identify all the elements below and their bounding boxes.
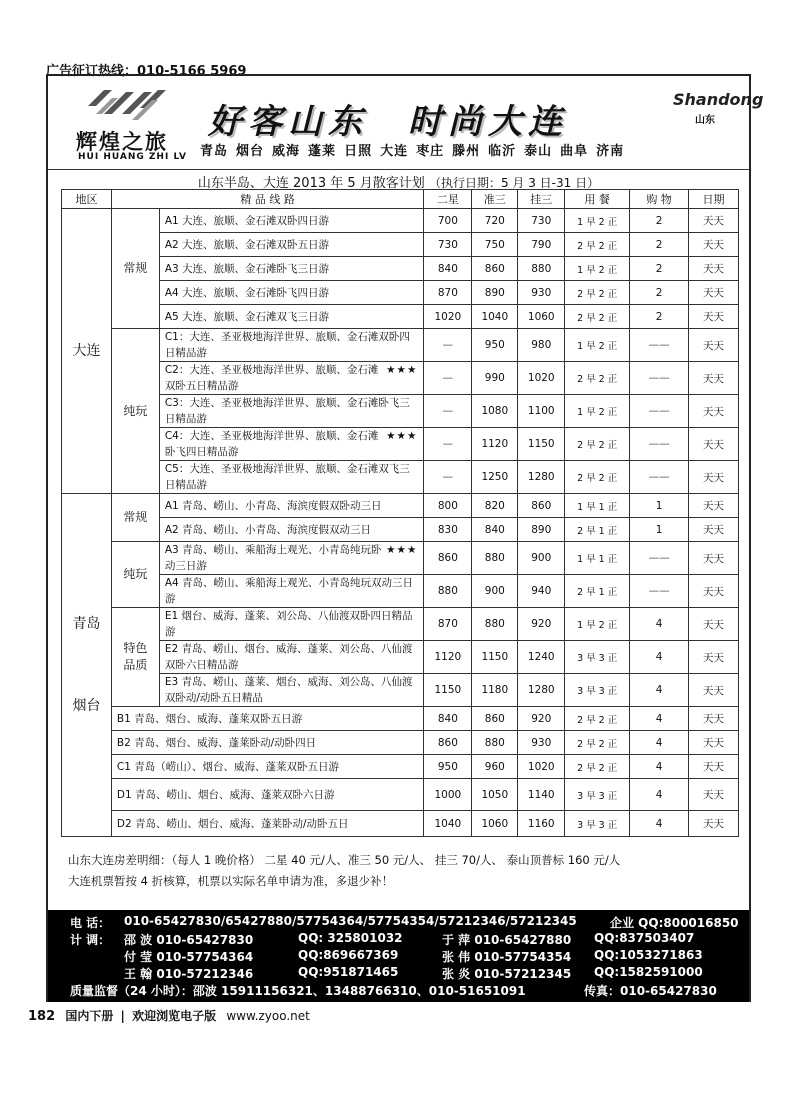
route-cell [159, 575, 424, 608]
table-row [62, 518, 739, 542]
table-row [62, 755, 739, 779]
route-cell: A1 大连、旅顺、金石滩双卧四日游 [159, 209, 424, 233]
shop-cell: 1 [630, 518, 689, 542]
price-2star: — [424, 395, 472, 428]
table-row [62, 362, 739, 395]
route-cell [159, 428, 424, 461]
header [48, 76, 764, 168]
region-yantai: 烟台 [72, 698, 101, 714]
price-quasi3: 890 [472, 281, 518, 305]
table-row [62, 209, 739, 233]
price-2star: 1020 [424, 305, 472, 329]
route-cell: B2 青岛、烟台、威海、蓬莱卧动/动卧四日 [111, 731, 423, 755]
table-row [62, 674, 739, 707]
price-2star: 1040 [424, 811, 472, 837]
route-cell: E1 烟台、威海、蓬莱、刘公岛、八仙渡双卧四日精品游 [159, 608, 424, 641]
price-listed3: 980 [518, 329, 565, 362]
shop-cell: 4 [630, 641, 689, 674]
route-text: C2：大连、圣亚极地海洋世界、旅顺、金石滩双卧五日精品游 [164, 364, 379, 392]
category-pure: 纯玩 [111, 542, 159, 608]
city-item: 日照 [344, 144, 373, 159]
shop-cell: 4 [630, 608, 689, 641]
price-quasi3: 880 [472, 608, 518, 641]
route-cell [159, 395, 424, 428]
city-list [200, 140, 624, 159]
slogan-left: 好客山东 [208, 102, 368, 142]
price-listed3: 900 [518, 542, 565, 575]
route-text: A3 青岛、崂山、乘船海上观光、小青岛纯玩卧动三日游 [164, 544, 382, 572]
shop-cell: —— [630, 542, 689, 575]
price-2star: — [424, 428, 472, 461]
price-2star: 860 [424, 731, 472, 755]
city-item: 济南 [596, 144, 625, 159]
date-cell: 天天 [689, 494, 739, 518]
category-regular: 常规 [111, 494, 159, 542]
city-item: 泰山 [524, 144, 553, 159]
route-cell: A4 大连、旅顺、金石滩卧飞四日游 [159, 281, 424, 305]
price-2star: 730 [424, 233, 472, 257]
planner-name-phone: 付 莹 010-57754364 [124, 950, 254, 964]
col-2star: 二星 [424, 190, 472, 209]
footer-url[interactable]: www.zyoo.net [226, 1009, 310, 1023]
planner-label: 计 调： [70, 933, 111, 947]
star-rating: ★★★ [386, 364, 418, 376]
date-cell: 天天 [689, 329, 739, 362]
route-text: A4 青岛、崂山、乘船海上观光、小青岛纯玩双动三日游 [164, 577, 414, 605]
price-listed3: 1280 [518, 461, 565, 494]
price-listed3: 890 [518, 518, 565, 542]
shandong-logo [673, 90, 764, 134]
meal-cell: 3 早 3 正 [565, 779, 630, 811]
date-cell: 天天 [689, 779, 739, 811]
contact-block [48, 910, 749, 1002]
plan-exec-date: （执行日期：5 月 3 日-31 日） [428, 176, 600, 190]
planner-qq: QQ:1053271863 [594, 948, 703, 962]
plan-title-text: 山东半岛、大连 2013 年 5 月散客计划 [197, 176, 425, 191]
meal-cell: 2 早 2 正 [565, 362, 630, 395]
shop-cell: 4 [630, 811, 689, 837]
route-cell: A3 大连、旅顺、金石滩卧飞三日游 [159, 257, 424, 281]
date-cell: 天天 [689, 428, 739, 461]
shop-cell: 2 [630, 305, 689, 329]
price-listed3: 920 [518, 707, 565, 731]
shop-cell: 1 [630, 494, 689, 518]
contact-person-row [70, 948, 749, 965]
city-item: 曲阜 [560, 144, 589, 159]
meal-cell: 2 早 2 正 [565, 428, 630, 461]
price-2star: 800 [424, 494, 472, 518]
planner-name-phone: 张 伟 010-57754354 [442, 950, 572, 964]
col-route: 精 品 线 路 [111, 190, 423, 209]
city-item: 蓬莱 [308, 144, 337, 159]
meal-cell: 1 早 1 正 [565, 542, 630, 575]
meal-cell: 1 早 2 正 [565, 395, 630, 428]
table-header-row [62, 190, 739, 209]
city-item: 烟台 [236, 144, 265, 159]
table-row [62, 731, 739, 755]
col-shop: 购 物 [630, 190, 689, 209]
col-meal: 用 餐 [565, 190, 630, 209]
price-quasi3: 860 [472, 257, 518, 281]
meal-cell: 2 早 2 正 [565, 731, 630, 755]
date-cell: 天天 [689, 608, 739, 641]
route-cell: A2 大连、旅顺、金石滩双卧五日游 [159, 233, 424, 257]
price-listed3: 1020 [518, 362, 565, 395]
price-listed3: 1060 [518, 305, 565, 329]
date-cell: 天天 [689, 707, 739, 731]
meal-cell: 2 早 2 正 [565, 305, 630, 329]
price-2star: 1120 [424, 641, 472, 674]
page-frame [46, 74, 764, 1002]
col-quasi3: 准三 [472, 190, 518, 209]
route-text: C5：大连、圣亚极地海洋世界、旅顺、金石滩双飞三日精品游 [164, 463, 410, 491]
table-row [62, 707, 739, 731]
table-row [62, 329, 739, 362]
corp-qq: 企业 QQ:800016850 [610, 916, 739, 930]
date-cell: 天天 [689, 542, 739, 575]
meal-cell: 1 早 2 正 [565, 257, 630, 281]
slogan-right: 时尚大连 [407, 102, 568, 142]
price-2star: 950 [424, 755, 472, 779]
category-special-line1: 特色 [123, 641, 148, 655]
region-dalian: 大连 [62, 209, 112, 494]
price-quasi3: 840 [472, 518, 518, 542]
table-row [62, 641, 739, 674]
planner-name-phone: 张 炎 010-57212345 [442, 967, 572, 981]
date-cell: 天天 [689, 731, 739, 755]
price-listed3: 940 [518, 575, 565, 608]
price-quasi3: 1120 [472, 428, 518, 461]
shop-cell: 2 [630, 209, 689, 233]
route-cell: C1 青岛（崂山）、烟台、威海、蓬莱双卧五日游 [111, 755, 423, 779]
category-special-line2: 品质 [123, 658, 148, 672]
notes-air-ticket: 大连机票暂按 4 折核算，机票以实际名单申请为准，多退少补！ [68, 874, 394, 888]
date-cell: 天天 [689, 257, 739, 281]
shop-cell: 4 [630, 755, 689, 779]
route-text: C1：大连、圣亚极地海洋世界、旅顺、金石滩双卧四日精品游 [164, 331, 410, 359]
meal-cell: 1 早 2 正 [565, 608, 630, 641]
footer-welcome: 欢迎浏览电子版 [132, 1009, 217, 1023]
price-quasi3: 990 [472, 362, 518, 395]
price-listed3: 730 [518, 209, 565, 233]
price-2star: 1150 [424, 674, 472, 707]
col-region: 地区 [62, 190, 112, 209]
brand-pinyin: HUI HUANG ZHI LV [78, 152, 187, 162]
city-item: 临沂 [488, 144, 517, 159]
shop-cell: —— [630, 428, 689, 461]
table-row [62, 395, 739, 428]
date-cell: 天天 [689, 395, 739, 428]
col-listed3: 挂三 [518, 190, 565, 209]
notes-room-difference: 山东大连房差明细：（每人 1 晚价格） 二星 40 元/人、准三 50 元/人、 挂三 70/人、 泰山顶普标 160 元/人 [68, 853, 621, 867]
price-quasi3: 1050 [472, 779, 518, 811]
route-cell [159, 542, 424, 575]
city-item: 大连 [380, 144, 409, 159]
price-2star: — [424, 329, 472, 362]
shop-cell: 2 [630, 257, 689, 281]
contact-phones-row [70, 914, 749, 931]
shop-cell: 4 [630, 779, 689, 811]
price-quasi3: 1180 [472, 674, 518, 707]
date-cell: 天天 [689, 305, 739, 329]
price-2star: 860 [424, 542, 472, 575]
route-cell [159, 362, 424, 395]
contact-quality-row [70, 982, 749, 999]
meal-cell: 2 早 2 正 [565, 461, 630, 494]
price-quasi3: 1250 [472, 461, 518, 494]
fax-number: 传真：010-65427830 [584, 984, 717, 998]
date-cell: 天天 [689, 461, 739, 494]
route-cell [159, 329, 424, 362]
city-item: 威海 [272, 144, 301, 159]
route-cell: D2 青岛、崂山、烟台、威海、蓬莱卧动/动卧五日 [111, 811, 423, 837]
date-cell: 天天 [689, 575, 739, 608]
shop-cell: —— [630, 395, 689, 428]
route-cell: A5 大连、旅顺、金石滩双飞三日游 [159, 305, 424, 329]
price-2star: 870 [424, 608, 472, 641]
price-notes [68, 850, 620, 892]
meal-cell: 2 早 1 正 [565, 518, 630, 542]
shop-cell: —— [630, 362, 689, 395]
shop-cell: 2 [630, 281, 689, 305]
star-rating: ★★★ [386, 544, 418, 556]
planner-name-phone: 王 翰 010-57212346 [124, 967, 254, 981]
shop-cell: 2 [630, 233, 689, 257]
price-listed3: 1140 [518, 779, 565, 811]
table-row [62, 608, 739, 641]
route-cell: D1 青岛、崂山、烟台、威海、蓬莱双卧六日游 [111, 779, 423, 811]
price-2star: — [424, 362, 472, 395]
table-row [62, 461, 739, 494]
date-cell: 天天 [689, 281, 739, 305]
phone-numbers: 010-65427830/65427880/57754364/57754354/57212346/57212345 [124, 914, 577, 928]
price-quasi3: 960 [472, 755, 518, 779]
planner-qq: QQ:951871465 [298, 965, 399, 979]
shop-cell: —— [630, 461, 689, 494]
meal-cell: 3 早 3 正 [565, 811, 630, 837]
brand-name: 辉煌之旅 [76, 130, 168, 154]
shop-cell: —— [630, 329, 689, 362]
price-listed3: 1150 [518, 428, 565, 461]
price-listed3: 1100 [518, 395, 565, 428]
price-listed3: 1160 [518, 811, 565, 837]
table-row [62, 811, 739, 837]
shop-cell: 4 [630, 707, 689, 731]
price-quasi3: 860 [472, 707, 518, 731]
page-footer [28, 1007, 310, 1024]
category-pure: 纯玩 [111, 329, 159, 494]
route-cell: A2 青岛、崂山、小青岛、海滨度假双动三日 [159, 518, 424, 542]
date-cell: 天天 [689, 674, 739, 707]
price-quasi3: 720 [472, 209, 518, 233]
table-row [62, 281, 739, 305]
meal-cell: 3 早 3 正 [565, 641, 630, 674]
region-qingdao: 青岛 [72, 616, 101, 632]
price-quasi3: 1150 [472, 641, 518, 674]
date-cell: 天天 [689, 362, 739, 395]
price-2star: 870 [424, 281, 472, 305]
city-item: 枣庄 [416, 144, 445, 159]
price-2star: 880 [424, 575, 472, 608]
meal-cell: 1 早 2 正 [565, 209, 630, 233]
footer-section: 国内下册 [65, 1009, 114, 1023]
price-quasi3: 950 [472, 329, 518, 362]
planner-qq: QQ:837503407 [594, 931, 695, 945]
brand-logo-icon [82, 84, 174, 124]
price-2star: — [424, 461, 472, 494]
route-cell: B1 青岛、烟台、威海、蓬莱双卧五日游 [111, 707, 423, 731]
ad-hotline: 广告征订热线：010-5166 5969 [46, 64, 247, 79]
price-listed3: 790 [518, 233, 565, 257]
shop-cell: —— [630, 575, 689, 608]
price-2star: 1000 [424, 779, 472, 811]
table-row [62, 428, 739, 461]
meal-cell: 1 早 1 正 [565, 494, 630, 518]
date-cell: 天天 [689, 209, 739, 233]
table-row [62, 575, 739, 608]
price-quasi3: 1060 [472, 811, 518, 837]
contact-person-row [70, 965, 749, 982]
date-cell: 天天 [689, 518, 739, 542]
planner-name-phone: 邵 波 010-65427830 [124, 933, 254, 947]
city-item: 青岛 [200, 144, 229, 159]
table-row [62, 233, 739, 257]
date-cell: 天天 [689, 641, 739, 674]
planner-qq: QQ:869667369 [298, 948, 399, 962]
route-cell: A1 青岛、崂山、小青岛、海滨度假双卧动三日 [159, 494, 424, 518]
quality-supervision: 质量监督（24 小时）：邵波 15911156321、13488766310、010-51651091 [70, 984, 526, 998]
meal-cell: 2 早 2 正 [565, 755, 630, 779]
meal-cell: 2 早 2 正 [565, 233, 630, 257]
price-listed3: 1020 [518, 755, 565, 779]
shandong-logo-text: Shandong [673, 90, 764, 109]
planner-qq: QQ: 325801032 [298, 931, 403, 945]
price-quasi3: 880 [472, 731, 518, 755]
planner-name-phone: 于 萍 010-65427880 [442, 933, 572, 947]
star-rating: ★★★ [386, 430, 418, 442]
tour-plan-table [61, 189, 739, 837]
phone-label: 电 话： [70, 916, 111, 930]
meal-cell: 2 早 1 正 [565, 575, 630, 608]
price-2star: 830 [424, 518, 472, 542]
shop-cell: 4 [630, 731, 689, 755]
page-number: 182 [28, 1009, 56, 1024]
category-regular: 常规 [111, 209, 159, 329]
price-listed3: 880 [518, 257, 565, 281]
plan-title [48, 169, 749, 189]
price-2star: 840 [424, 257, 472, 281]
price-2star: 700 [424, 209, 472, 233]
price-quasi3: 1040 [472, 305, 518, 329]
category-special [111, 608, 159, 707]
price-listed3: 920 [518, 608, 565, 641]
planner-qq: QQ:1582591000 [594, 965, 703, 979]
date-cell: 天天 [689, 233, 739, 257]
shop-cell: 4 [630, 674, 689, 707]
route-cell [159, 461, 424, 494]
table-row [62, 305, 739, 329]
price-listed3: 860 [518, 494, 565, 518]
date-cell: 天天 [689, 755, 739, 779]
table-row [62, 542, 739, 575]
price-quasi3: 820 [472, 494, 518, 518]
col-date: 日期 [689, 190, 739, 209]
price-listed3: 1280 [518, 674, 565, 707]
route-text: C3：大连、圣亚极地海洋世界、旅顺、金石滩卧飞三日精品游 [164, 397, 410, 425]
meal-cell: 2 早 2 正 [565, 707, 630, 731]
route-text: C4：大连、圣亚极地海洋世界、旅顺、金石滩卧飞四日精品游 [164, 430, 379, 458]
price-quasi3: 750 [472, 233, 518, 257]
price-2star: 840 [424, 707, 472, 731]
footer-divider: | [120, 1009, 125, 1023]
route-cell: E3 青岛、崂山、蓬莱、烟台、威海、刘公岛、八仙渡双卧动/动卧五日精品 [159, 674, 424, 707]
contact-person-row [70, 931, 749, 948]
meal-cell: 1 早 2 正 [565, 329, 630, 362]
city-item: 滕州 [452, 144, 481, 159]
table-row [62, 779, 739, 811]
price-listed3: 930 [518, 731, 565, 755]
table-row [62, 494, 739, 518]
route-cell: E2 青岛、崂山、烟台、威海、蓬莱、刘公岛、八仙渡双卧六日精品游 [159, 641, 424, 674]
slogan [208, 94, 568, 143]
table-row [62, 257, 739, 281]
price-quasi3: 900 [472, 575, 518, 608]
price-quasi3: 880 [472, 542, 518, 575]
meal-cell: 2 早 2 正 [565, 281, 630, 305]
price-listed3: 1240 [518, 641, 565, 674]
region-qingdao-yantai [62, 494, 112, 837]
meal-cell: 3 早 3 正 [565, 674, 630, 707]
price-quasi3: 1080 [472, 395, 518, 428]
shandong-logo-cn: 山东 [695, 115, 715, 126]
date-cell: 天天 [689, 811, 739, 837]
price-listed3: 930 [518, 281, 565, 305]
